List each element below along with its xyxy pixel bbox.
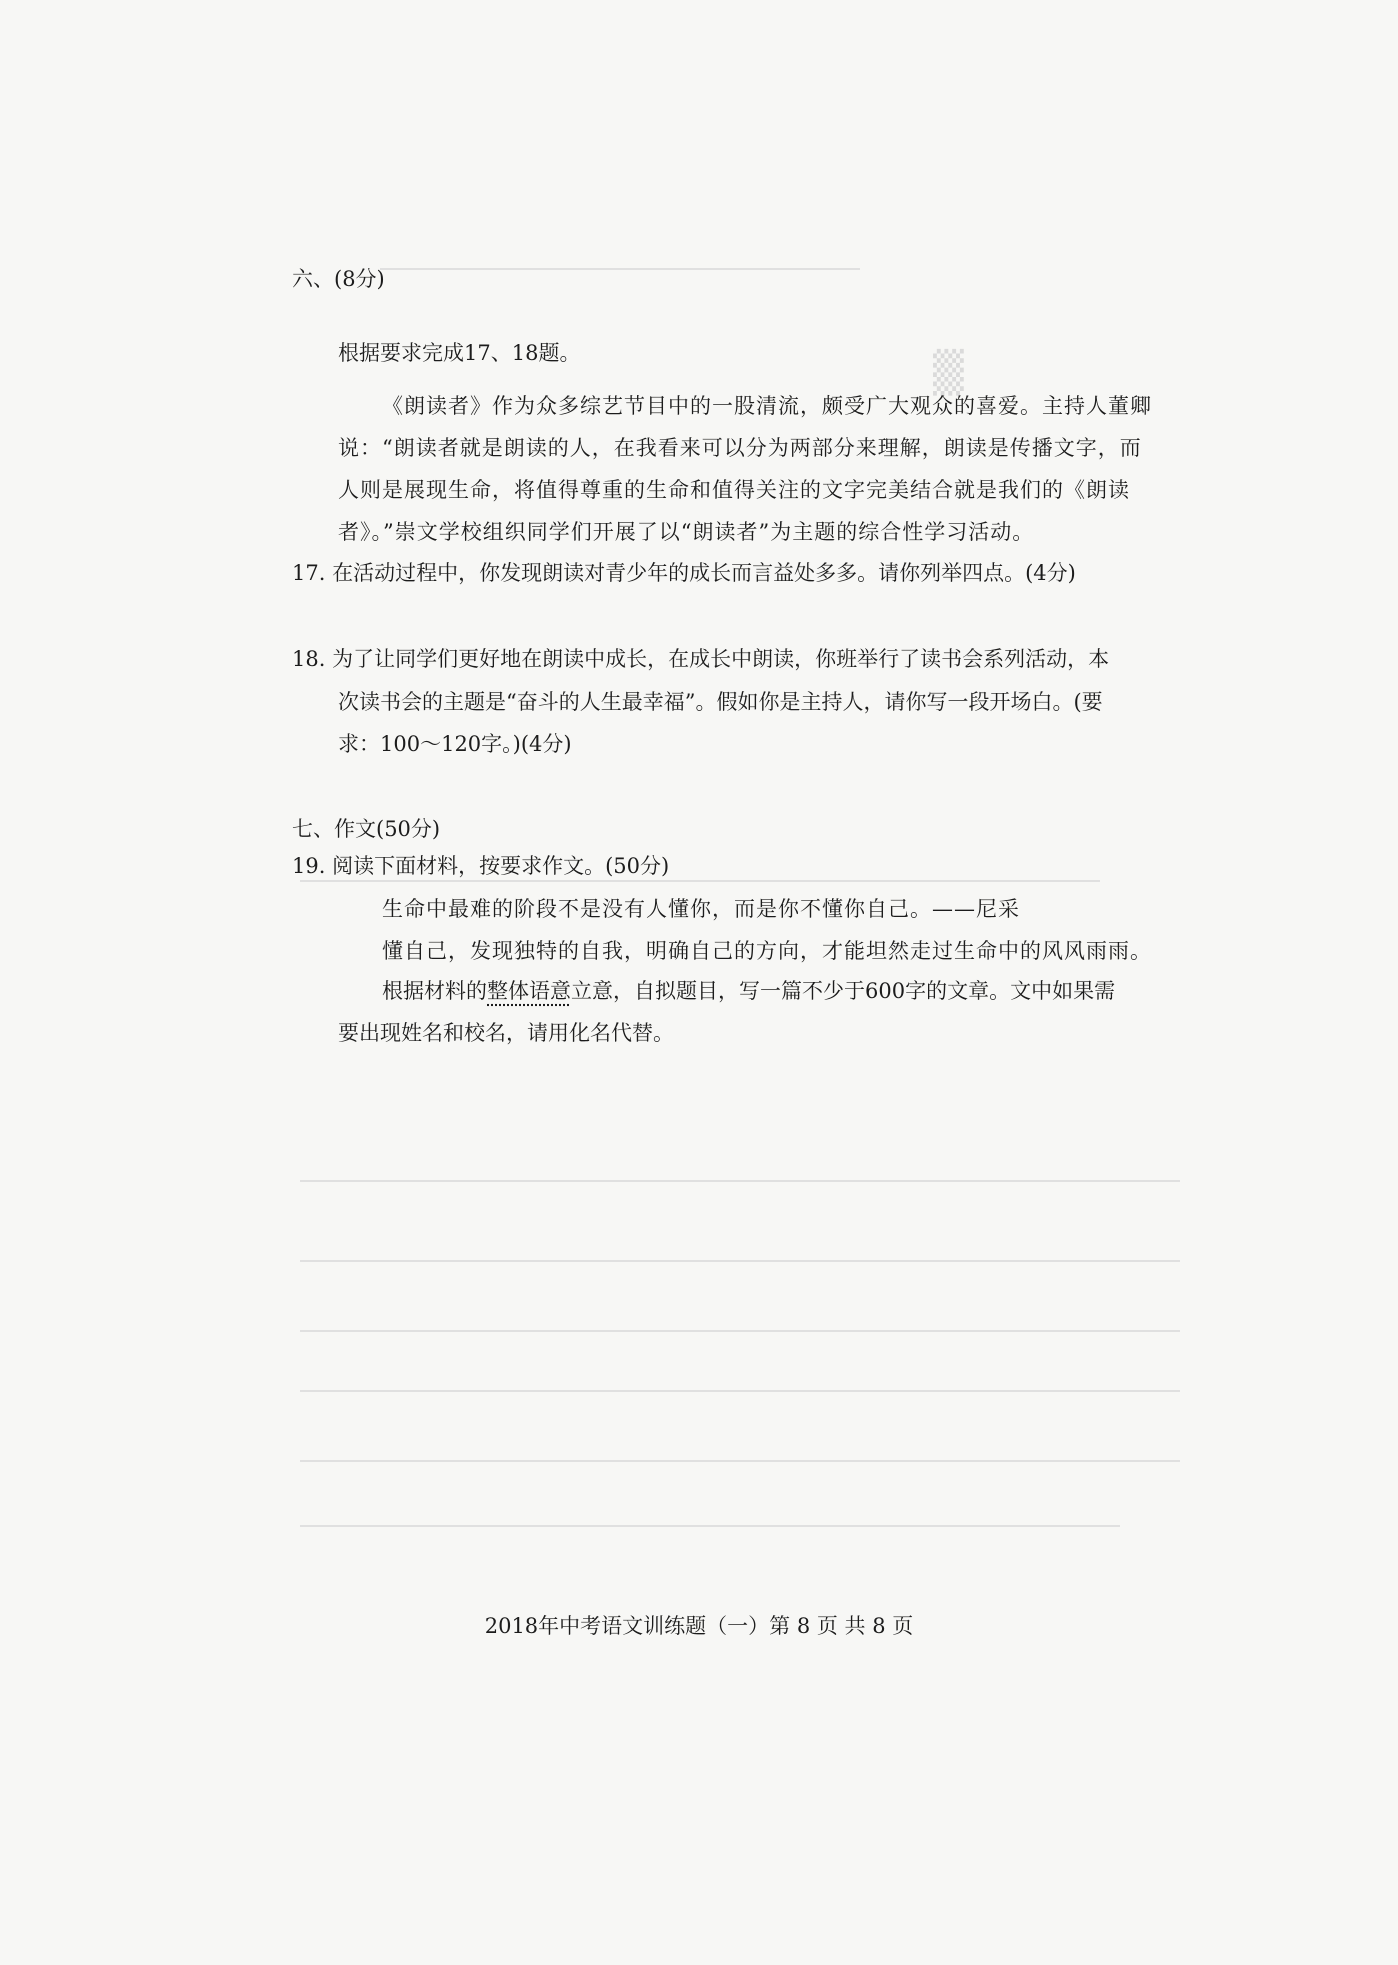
- writing-requirement-emphasis: 整体语意: [487, 979, 571, 1003]
- bleed-through-line: [380, 268, 860, 270]
- passage-line: 人则是展现生命，将值得尊重的生命和值得关注的文字完美结合就是我们的《朗读: [338, 478, 1130, 502]
- bleed-through-title: ▒: [930, 350, 964, 396]
- nietzsche-quote: 生命中最难的阶段不是没有人懂你，而是你不懂你自己。——尼采: [382, 897, 1020, 921]
- writing-requirement-pre: 根据材料的: [382, 979, 487, 1003]
- section-7-heading: 七、作文(50分): [292, 817, 441, 841]
- question-18-line: 18. 为了让同学们更好地在朗读中成长，在成长中朗读，你班举行了读书会系列活动，本: [292, 647, 1110, 671]
- writing-requirement-line2: 要出现姓名和校名，请用化名代替。: [338, 1021, 674, 1045]
- section-6-heading: 六、(8分): [292, 267, 385, 291]
- writing-requirement-post: 立意，自拟题目，写一篇不少于600字的文章。文中如果需: [571, 979, 1116, 1003]
- bleed-through-line: [300, 1525, 1120, 1527]
- bleed-through-line: [300, 1260, 1180, 1262]
- question-19: 19. 阅读下面材料，按要求作文。(50分): [292, 854, 670, 878]
- question-18-line: 次读书会的主题是“奋斗的人生最幸福”。假如你是主持人，请你写一段开场白。(要: [338, 690, 1103, 714]
- bleed-through-line: [300, 1180, 1180, 1182]
- question-18-line: 求：100～120字。)(4分): [338, 732, 572, 756]
- section-6-instruction: 根据要求完成17、18题。: [338, 341, 581, 365]
- material-text: 懂自己，发现独特的自我，明确自己的方向，才能坦然走过生命中的风风雨雨。: [382, 939, 1152, 963]
- passage-line: 《朗读者》作为众多综艺节目中的一股清流，颇受广大观众的喜爱。主持人董卿: [382, 394, 1152, 418]
- writing-requirement: [382, 975, 1115, 1005]
- bleed-through-line: [300, 1390, 1180, 1392]
- page-footer: 2018年中考语文训练题（一）第 8 页 共 8 页: [484, 1614, 914, 1638]
- question-17: 17. 在活动过程中，你发现朗读对青少年的成长而言益处多多。请你列举四点。(4分): [292, 561, 1076, 585]
- passage-line: 说：“朗读者就是朗读的人，在我看来可以分为两部分来理解，朗读是传播文字，而: [338, 436, 1142, 460]
- bleed-through-line: [300, 880, 1100, 882]
- bleed-through-line: [300, 1460, 1180, 1462]
- bleed-through-line: [300, 1330, 1180, 1332]
- passage-line: 者》。”崇文学校组织同学们开展了以“朗读者”为主题的综合性学习活动。: [338, 520, 1035, 544]
